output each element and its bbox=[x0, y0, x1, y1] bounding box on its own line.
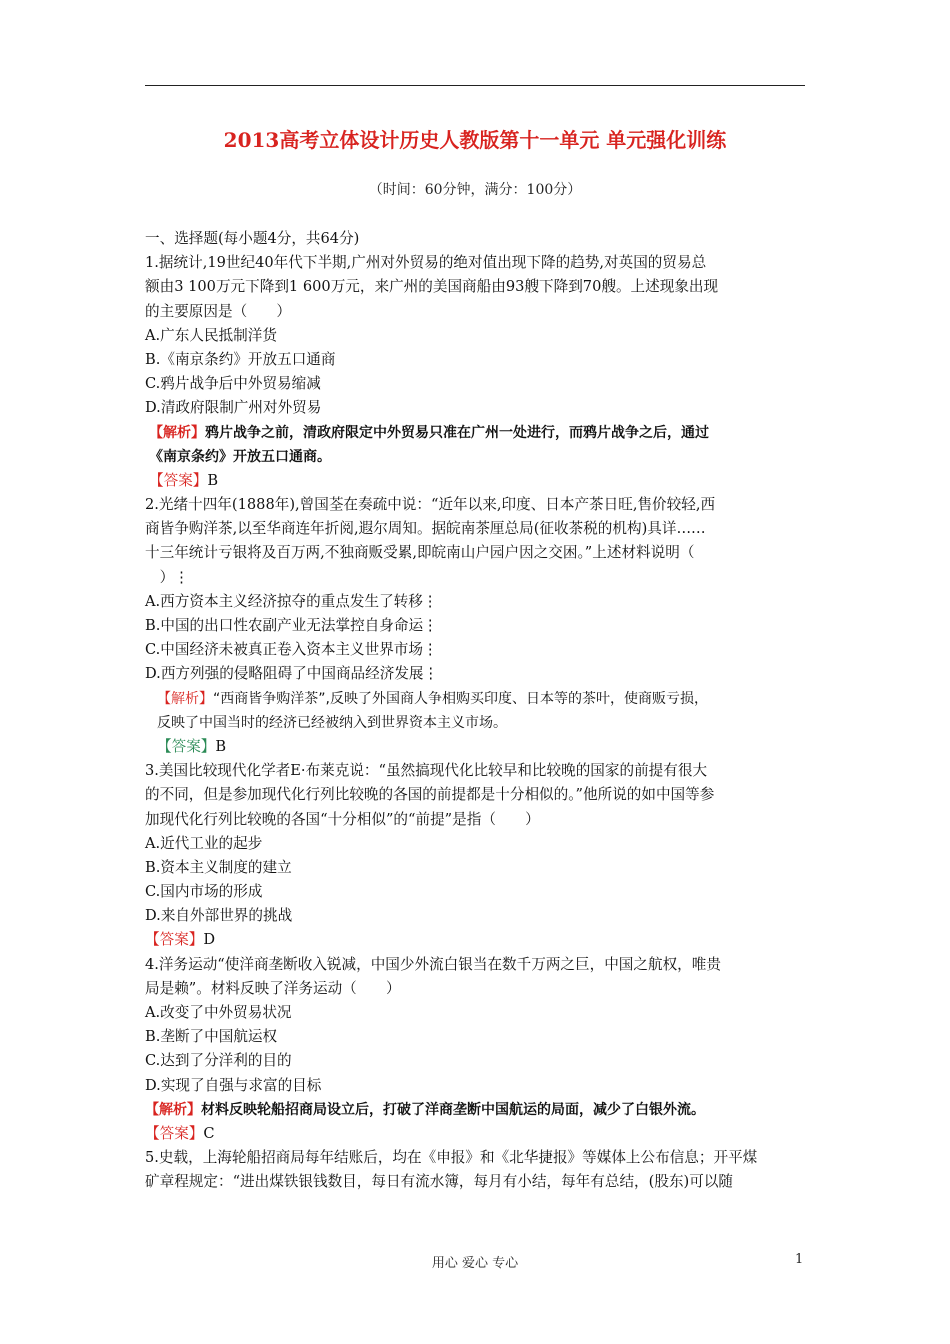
analysis-text: 鸦片战争之前，清政府限定中外贸易只准在广州一处进行，而鸦片战争之后，通过 bbox=[205, 424, 709, 441]
question-text: 局是赖”。材料反映了洋务运动（ ） bbox=[145, 979, 401, 997]
question-5 bbox=[145, 1146, 810, 1194]
analysis-text: 反映了中国当时的经济已经被纳入到世界资本主义市场。 bbox=[157, 714, 507, 731]
answer bbox=[145, 735, 810, 759]
analysis-text: “西商皆争购洋茶”,反映了外国商人争相购买印度、日本等的茶叶，使商贩亏损， bbox=[213, 690, 708, 707]
analysis bbox=[145, 687, 810, 711]
option-d: D.来自外部世界的挑战 bbox=[145, 907, 293, 925]
option-a: A.改变了中外贸易状况 bbox=[145, 1004, 292, 1021]
answer-tag: 【答案】 bbox=[157, 737, 216, 755]
option-b: B.资本主义制度的建立 bbox=[145, 858, 292, 876]
question-text: 3.美国比较现代化学者E·布莱克说：“虽然搞现代化比较早和比较晚的国家的前提有很大 bbox=[145, 762, 708, 780]
question-text: 加现代化行列比较晚的各国“十分相似”的“前提”是指（ ） bbox=[145, 810, 540, 828]
question-text: 十三年统计亏银将及百万两,不独商贩受累,即皖南山户园户因之交困。”上述材料说明（ bbox=[145, 544, 695, 562]
page-title: 2013高考立体设计历史人教版第十一单元 单元强化训练 bbox=[223, 128, 727, 152]
question-2 bbox=[145, 493, 810, 759]
option-c: C.鸦片战争后中外贸易缩减 bbox=[145, 375, 321, 393]
option-b: B.《南京条约》开放五口通商 bbox=[145, 350, 336, 368]
question-text: ）⋮ bbox=[145, 568, 189, 586]
answer-value: C bbox=[203, 1124, 215, 1142]
analysis bbox=[145, 1098, 810, 1122]
option-a: A.西方资本主义经济掠夺的重点发生了转移⋮ bbox=[145, 592, 438, 610]
answer bbox=[145, 469, 810, 493]
analysis-tag: 【解析】 bbox=[157, 690, 213, 707]
section-heading: 一、选择题(每小题4分，共64分) bbox=[145, 230, 360, 247]
answer bbox=[145, 928, 810, 952]
option-d: D.清政府限制广州对外贸易 bbox=[145, 399, 322, 417]
analysis-text: 《南京条约》开放五口通商。 bbox=[149, 448, 331, 465]
page-number: 1 bbox=[795, 1252, 804, 1267]
option-c: C.达到了分洋利的目的 bbox=[145, 1052, 292, 1070]
analysis bbox=[145, 421, 810, 445]
answer bbox=[145, 1122, 810, 1146]
option-d: D.实现了自强与求富的目标 bbox=[145, 1076, 322, 1094]
analysis-text: 材料反映轮船招商局设立后，打破了洋商垄断中国航运的局面，减少了白银外流。 bbox=[201, 1101, 705, 1118]
analysis-tag: 【解析】 bbox=[149, 424, 205, 441]
question-4 bbox=[145, 953, 810, 1147]
answer-tag: 【答案】 bbox=[145, 1124, 204, 1142]
question-text: 商皆争购洋茶,以至华商连年折阅,遐尔周知。据皖南茶厘总局(征收茶税的机构)具详…… bbox=[145, 520, 706, 538]
question-text: 额由3 100万元下降到1 600万元，来广州的美国商船由93艘下降到70艘。上述现象出现 bbox=[145, 278, 719, 296]
answer-value: B bbox=[207, 471, 219, 489]
answer-tag: 【答案】 bbox=[145, 931, 204, 949]
answer-tag: 【答案】 bbox=[149, 471, 208, 489]
question-text: 矿章程规定：“进出煤铁银钱数目，每日有流水簿，每月有小结，每年有总结，(股东)可以随 bbox=[145, 1173, 734, 1191]
option-a: A.广东人民抵制洋货 bbox=[145, 326, 277, 344]
exam-info: （时间：60分钟，满分：100分） bbox=[368, 182, 582, 198]
header-rule bbox=[145, 85, 805, 86]
question-text: 5.史载，上海轮船招商局每年结账后，均在《申报》和《北华捷报》等媒体上公布信息；开平煤 bbox=[145, 1149, 758, 1167]
option-b: B.中国的出口性农副产业无法掌控自身命运⋮ bbox=[145, 617, 438, 634]
analysis-tag: 【解析】 bbox=[145, 1101, 201, 1118]
option-a: A.近代工业的起步 bbox=[145, 834, 263, 852]
footer-slogan: 用心 爱心 专心 bbox=[431, 1256, 519, 1271]
answer-value: B bbox=[215, 737, 227, 755]
question-text: 的主要原因是（ ） bbox=[145, 302, 291, 320]
document-body bbox=[145, 227, 810, 1195]
option-b: B.垄断了中国航运权 bbox=[145, 1028, 278, 1046]
option-c: C.中国经济未被真正卷入资本主义世界市场⋮ bbox=[145, 641, 438, 659]
question-1 bbox=[145, 251, 810, 493]
option-d: D.西方列强的侵略阻碍了中国商品经济发展⋮ bbox=[145, 665, 439, 683]
question-3 bbox=[145, 759, 810, 953]
option-c: C.国内市场的形成 bbox=[145, 883, 263, 901]
question-text: 4.洋务运动“使洋商垄断收入锐减，中国少外流白银当在数千万两之巨，中国之航权，唯贵 bbox=[145, 955, 721, 973]
answer-value: D bbox=[203, 931, 216, 949]
question-text: 1.据统计,19世纪40年代下半期,广州对外贸易的绝对值出现下降的趋势,对英国的贸易总 bbox=[145, 254, 707, 272]
question-text: 的不同，但是参加现代化行列比较晚的各国的前提都是十分相似的。”他所说的如中国等参 bbox=[145, 786, 715, 804]
question-text: 2.光绪十四年(1888年),曾国荃在奏疏中说：“近年以来,印度、日本产茶日旺,售价较轻,西 bbox=[145, 496, 716, 514]
